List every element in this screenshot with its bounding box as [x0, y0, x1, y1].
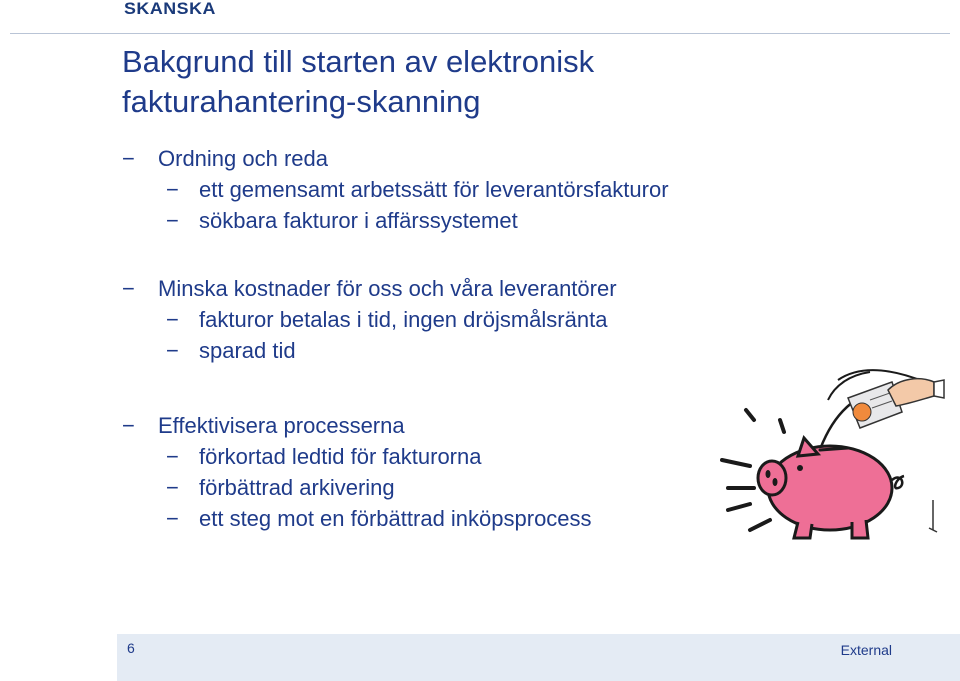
title-line-1: Bakgrund till starten av elektronisk [122, 44, 595, 79]
sub-bullet-list [122, 174, 742, 236]
bullet-group-effektivisera [122, 410, 742, 534]
sub-bullet-list [122, 304, 742, 366]
bullet-dash: − [166, 307, 179, 332]
bullet-dash: − [166, 208, 179, 233]
bullet-text: Minska kostnader för oss och våra leverantörer [158, 276, 617, 301]
bullet-dash: − [166, 444, 179, 469]
bullet-level2 [122, 304, 742, 335]
skanska-logo: SKANSKA [124, 0, 216, 18]
bullet-list [122, 143, 742, 571]
bullet-group-ordning [122, 143, 742, 236]
bullet-text: sökbara fakturor i affärssystemet [199, 208, 518, 233]
bullet-dash: − [166, 177, 179, 202]
bullet-text: sparad tid [199, 338, 296, 363]
bullet-level2 [122, 205, 742, 236]
bullet-level2 [122, 472, 742, 503]
bullet-text: förkortad ledtid för fakturorna [199, 444, 482, 469]
classification-label: External [840, 642, 892, 658]
bullet-text: fakturor betalas i tid, ingen dröjsmålsränta [199, 307, 608, 332]
bullet-level2 [122, 441, 742, 472]
header-divider [10, 33, 950, 34]
sub-bullet-list [122, 441, 742, 534]
bullet-dash: − [166, 506, 179, 531]
page-number: 6 [127, 640, 135, 656]
bullet-level2 [122, 335, 742, 366]
slide-title [122, 42, 762, 122]
bullet-level2 [122, 503, 742, 534]
bullet-level1 [122, 143, 742, 174]
bullet-text: förbättrad arkivering [199, 475, 395, 500]
piggy-bank-icon [720, 360, 945, 550]
bullet-level1 [122, 273, 742, 304]
title-line-2: fakturahantering-skanning [122, 84, 481, 119]
bullet-text: Effektivisera processerna [158, 413, 405, 438]
bullet-dash: − [122, 413, 135, 438]
footer-bar [117, 634, 960, 681]
bullet-level1 [122, 410, 742, 441]
bullet-dash: − [122, 276, 135, 301]
bullet-dash: − [122, 146, 135, 171]
bullet-text: Ordning och reda [158, 146, 328, 171]
bullet-group-kostnader [122, 273, 742, 366]
bullet-text: ett steg mot en förbättrad inköpsprocess [199, 506, 592, 531]
bullet-text: ett gemensamt arbetssätt för leverantörsfakturor [199, 177, 669, 202]
bullet-level2 [122, 174, 742, 205]
bullet-dash: − [166, 475, 179, 500]
bullet-dash: − [166, 338, 179, 363]
